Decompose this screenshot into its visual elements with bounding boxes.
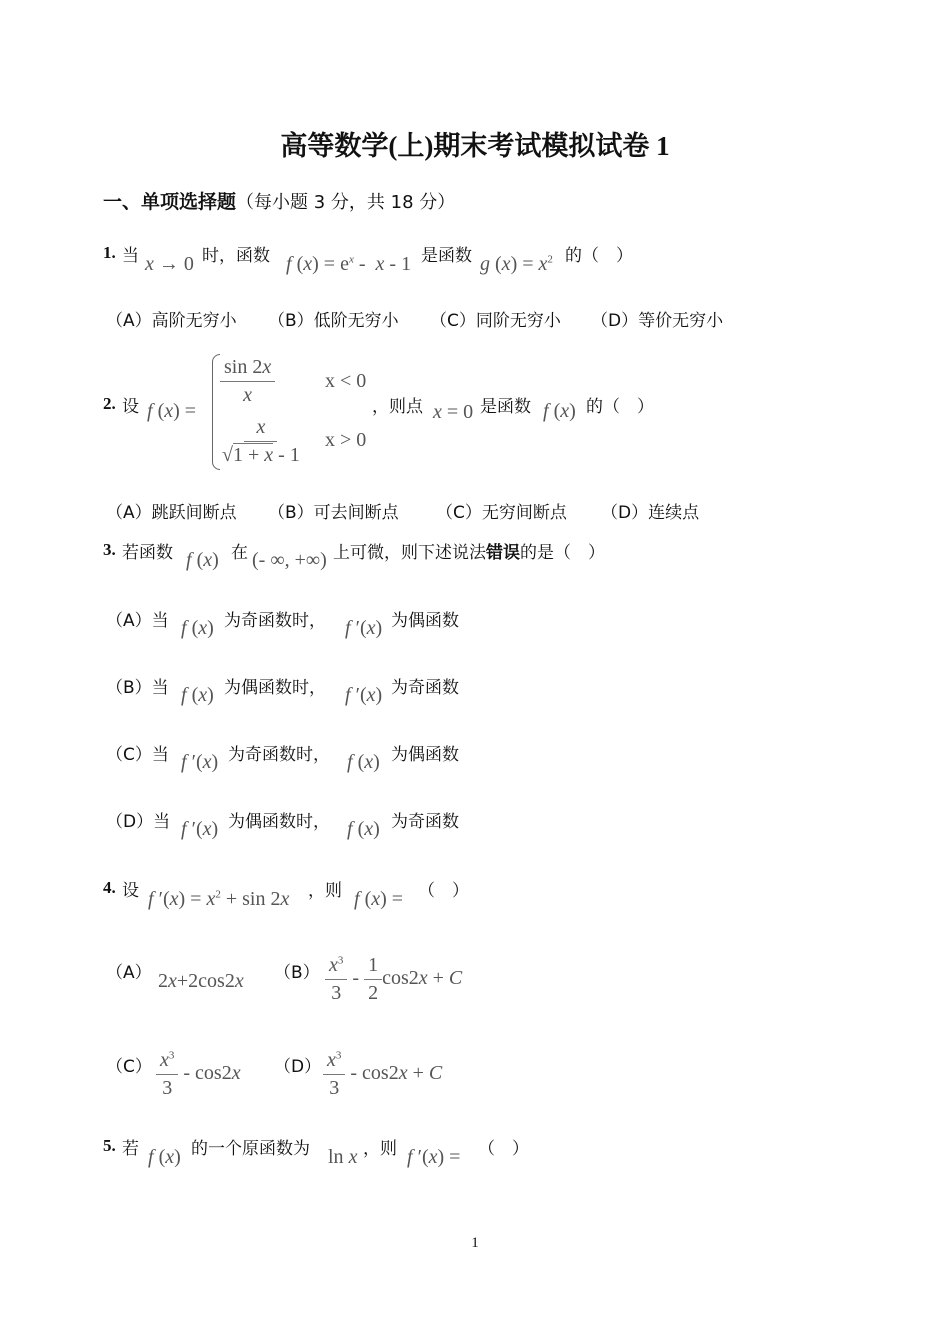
question-1-text-b: 时，函数 bbox=[202, 246, 270, 266]
question-3-function: f (x) bbox=[186, 549, 219, 571]
question-3-option-c-end: 为偶函数 bbox=[391, 745, 459, 765]
question-2-number: 2. bbox=[103, 394, 116, 413]
question-3-text-c bbox=[333, 538, 605, 563]
question-4-option-c-expr: $\frac{x^3}{3}$ - cos2x bbox=[156, 1049, 241, 1100]
question-4-option-d-label[interactable]: （D） bbox=[274, 1057, 322, 1077]
question-3-option-a-mid: 为奇函数时， bbox=[224, 611, 326, 631]
question-5-text-c: ，则 bbox=[363, 1139, 397, 1159]
question-1-option-a[interactable]: （A）高阶无穷小 bbox=[106, 311, 237, 331]
question-1-function-g: g $(x) = x^2$ bbox=[480, 253, 553, 275]
question-4-text-a: 设 bbox=[122, 881, 139, 901]
question-1-number: 1. bbox=[103, 243, 116, 262]
case-1-condition: x < 0 bbox=[325, 370, 367, 392]
question-1-option-b[interactable]: （B）低阶无穷小 bbox=[268, 311, 399, 331]
question-3-option-b-f: f (x) bbox=[181, 684, 214, 706]
question-4-option-b-label[interactable]: （B） bbox=[274, 963, 320, 983]
question-3-text-c-plain: 上可微，则下述说法 bbox=[333, 543, 486, 563]
question-3-interval: (- ∞, +∞) bbox=[252, 549, 327, 571]
question-5-antiderivative: ln x bbox=[328, 1146, 358, 1168]
question-5-target: f ′(x) = bbox=[407, 1146, 461, 1168]
question-3-option-c-f: f (x) bbox=[347, 751, 380, 773]
question-3-option-d-mid: 为偶函数时， bbox=[228, 812, 330, 832]
question-2-function-ref: f (x) bbox=[543, 400, 576, 422]
question-1-text-d: 的（ ） bbox=[565, 246, 633, 266]
question-3-option-c-fprime: f ′(x) bbox=[181, 751, 219, 773]
question-3-option-a-fprime: f ′(x) bbox=[345, 617, 383, 639]
question-1-function-f: f $(x) = e^x - x - 1$ bbox=[286, 253, 412, 275]
question-4-number: 4. bbox=[103, 878, 116, 897]
question-2-text-c: 是函数 bbox=[480, 397, 531, 417]
question-3-option-d-f: f (x) bbox=[347, 818, 380, 840]
section-heading bbox=[103, 187, 455, 214]
question-3-option-d-end: 为奇函数 bbox=[391, 812, 459, 832]
question-2-text-d: 的（ ） bbox=[586, 397, 654, 417]
question-5-text-d: （ ） bbox=[478, 1139, 529, 1159]
question-4-text-b: ，则 bbox=[308, 881, 342, 901]
question-4-given: f $'(x) = x^2 + \sin 2x$ bbox=[148, 888, 290, 910]
question-1-text-a: 当 bbox=[122, 246, 139, 266]
question-4-option-b-expr: $\frac{x^3}{3}$ - $\frac{1}{2}$ cos2x + C bbox=[325, 954, 462, 1005]
question-3-option-c-mid: 为奇函数时， bbox=[228, 745, 330, 765]
question-1-text-c: 是函数 bbox=[421, 246, 472, 266]
question-4-target: f (x) = bbox=[354, 888, 404, 910]
question-3-option-d-fprime: f ′(x) bbox=[181, 818, 219, 840]
question-3-option-a-f: f (x) bbox=[181, 617, 214, 639]
question-4-option-a-label[interactable]: （A） bbox=[106, 963, 152, 983]
question-4-text-c: （ ） bbox=[418, 881, 469, 901]
question-2-option-b[interactable]: （B）可去间断点 bbox=[268, 503, 399, 523]
question-5-text-a: 若 bbox=[122, 1139, 139, 1159]
question-4-option-a-expr: 2x+2cos2x bbox=[158, 970, 244, 992]
question-3-option-c-label[interactable]: （C）当 bbox=[106, 745, 169, 765]
question-3-text-a: 若函数 bbox=[122, 543, 173, 563]
question-3-number: 3. bbox=[103, 540, 116, 559]
question-2-option-a[interactable]: （A）跳跃间断点 bbox=[106, 503, 237, 523]
question-4-option-c-label[interactable]: （C） bbox=[106, 1057, 152, 1077]
question-5-number: 5. bbox=[103, 1136, 116, 1155]
page-title: 高等数学(上)期末考试模拟试卷 1 bbox=[280, 131, 670, 161]
question-2-text-b: ，则点 bbox=[372, 397, 423, 417]
case-1-expression: $\frac{\sin 2x}{x}$ bbox=[220, 356, 275, 407]
question-2-function-f: f (x) = bbox=[147, 400, 197, 422]
question-3-text-d: 的是（ ） bbox=[520, 543, 605, 563]
question-2-option-c[interactable]: （C）无穷间断点 bbox=[436, 503, 567, 523]
page-number: 1 bbox=[471, 1235, 479, 1251]
question-5-text-b: 的一个原函数为 bbox=[191, 1139, 310, 1159]
question-1-limit: x → 0 bbox=[145, 253, 194, 275]
question-1-option-c[interactable]: （C）同阶无穷小 bbox=[430, 311, 561, 331]
question-3-emphasis: 错误 bbox=[486, 543, 520, 563]
case-2-condition: x > 0 bbox=[325, 429, 367, 451]
question-3-option-a-end: 为偶函数 bbox=[391, 611, 459, 631]
question-4-option-d-expr: $\frac{x^3}{3}$ - cos2x + C bbox=[323, 1049, 442, 1100]
question-3-option-a-label[interactable]: （A）当 bbox=[106, 611, 169, 631]
case-2-expression: $\frac{x}{√1 + x - 1}$ bbox=[222, 416, 300, 466]
question-2-option-d[interactable]: （D）连续点 bbox=[601, 503, 700, 523]
section-heading-text: 一、单项选择题 bbox=[103, 191, 237, 213]
question-3-option-b-end: 为奇函数 bbox=[391, 678, 459, 698]
question-3-option-d-label[interactable]: （D）当 bbox=[106, 812, 171, 832]
question-3-option-b-label[interactable]: （B）当 bbox=[106, 678, 169, 698]
question-2-text-a: 设 bbox=[122, 397, 139, 417]
question-1-option-d[interactable]: （D）等价无穷小 bbox=[591, 311, 724, 331]
question-3-option-b-mid: 为偶函数时， bbox=[224, 678, 326, 698]
question-2-point: x = 0 bbox=[433, 401, 474, 423]
question-3-text-b: 在 bbox=[231, 543, 248, 563]
question-3-option-b-fprime: f ′(x) bbox=[345, 684, 383, 706]
section-heading-note: （每小题 3 分，共 18 分） bbox=[236, 192, 456, 213]
question-5-function: f (x) bbox=[148, 1146, 181, 1168]
